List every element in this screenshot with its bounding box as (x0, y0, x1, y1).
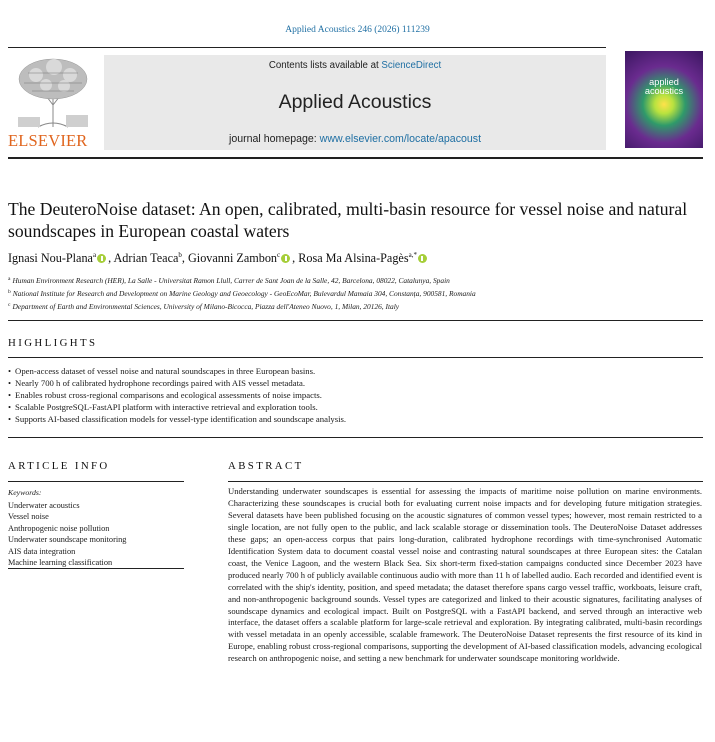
author-name: Rosa Ma Alsina-Pagès (298, 251, 409, 265)
section-rule (8, 357, 703, 358)
section-rule (8, 568, 184, 569)
highlight-item: • Supports AI-based classification models for vessel-type identification and soundscape analysis. (8, 413, 346, 425)
elsevier-tree-icon (8, 55, 98, 129)
cover-title-line-2: acoustics (644, 85, 684, 96)
keyword: Underwater soundscape monitoring (8, 535, 127, 545)
author-separator: , (181, 251, 188, 265)
elsevier-wordmark: ELSEVIER (8, 131, 88, 150)
highlights-heading: HIGHLIGHTS (8, 337, 98, 349)
highlight-item: • Enables robust cross-regional comparisons and ecological assessments of noise impacts. (8, 389, 346, 401)
highlight-item: • Nearly 700 h of calibrated hydrophone recordings paired with AIS vessel metadata. (8, 377, 346, 389)
contents-prefix: Contents lists available at (268, 60, 382, 71)
affiliation-mark: b (8, 288, 11, 295)
section-rule (228, 481, 703, 482)
author[interactable] (114, 251, 182, 265)
sciencedirect-link[interactable]: ScienceDirect (381, 60, 442, 71)
keyword: Underwater acoustics (8, 501, 80, 510)
orcid-icon[interactable] (281, 254, 290, 263)
article-title: The DeuteroNoise dataset: An open, calibrated, multi-basin resource for vessel noise and natural soundscapes in European coastal waters (8, 199, 688, 241)
journal-header-box (104, 55, 606, 150)
author-separator: , (292, 251, 299, 265)
journal-cover-image[interactable] (625, 51, 703, 148)
affiliations (8, 274, 703, 312)
author-name: Giovanni Zambon (188, 251, 278, 265)
publisher-logo[interactable] (8, 55, 100, 150)
keywords-list (8, 500, 126, 568)
cover-title-line-1: applied (649, 77, 679, 87)
affiliation-text: Human Environment Research (HER), La Salle - Universitat Ramon Llull, Carrer de Sant Joan de la Salle, 42, Barcelona, 08022, Catalunya, Spain (12, 276, 450, 285)
author-affiliation-mark: c (277, 251, 281, 259)
author-separator: , (108, 251, 114, 265)
affiliation-item (8, 287, 703, 300)
highlights-list (8, 365, 346, 425)
affiliation-mark: a (8, 276, 11, 282)
author-name: Ignasi Nou-Plana (8, 251, 93, 265)
abstract-heading: ABSTRACT (228, 460, 304, 472)
affiliation-item (8, 274, 703, 287)
section-rule (8, 320, 703, 321)
highlight-item: • Open-access dataset of vessel noise and natural soundscapes in three European basins. (8, 365, 346, 377)
journal-title: Applied Acoustics (278, 91, 432, 113)
keyword: Anthropogenic noise pollution (8, 523, 110, 533)
author-list (8, 251, 429, 266)
orcid-icon[interactable] (418, 254, 427, 263)
contents-line (104, 60, 606, 71)
author[interactable] (188, 251, 292, 265)
homepage-prefix: journal homepage: (228, 133, 320, 145)
section-rule (8, 481, 184, 482)
header-bottom-rule (8, 157, 703, 159)
journal-reference-link[interactable]: Applied Acoustics 246 (2026) 111239 (285, 25, 430, 35)
journal-homepage-line (104, 133, 606, 145)
affiliation-mark: c (8, 301, 11, 308)
section-rule (8, 437, 703, 438)
keyword: AIS data integration (8, 546, 76, 556)
keyword: Machine learning classification (8, 558, 113, 568)
header-top-rule (8, 47, 606, 48)
cover-title (625, 78, 703, 95)
affiliation-text: Department of Earth and Environmental Sciences, University of Milano-Bicocca, Piazza dell'Ateneo Nuovo, 1, Milan, 20126, Italy (12, 301, 400, 311)
keyword: Vessel noise (8, 512, 49, 522)
affiliation-text: National Institute for Research and Development on Marine Geology and Geoecology - GeoEcoMar, Bulevardul Mamaia 304, Constanța, 900581, Romania (12, 288, 476, 298)
highlight-item: • Scalable PostgreSQL-FastAPI platform with interactive retrieval and exploration tools. (8, 401, 346, 413)
homepage-link[interactable]: www.elsevier.com/locate/apacoust (319, 133, 482, 145)
orcid-icon[interactable] (97, 254, 106, 263)
author[interactable] (298, 251, 429, 265)
article-info-heading: ARTICLE INFO (8, 460, 110, 472)
affiliation-item (8, 300, 703, 313)
author-name: Adrian Teaca (113, 251, 179, 265)
author-affiliation-mark: b (178, 251, 182, 259)
author-affiliation-mark: a (92, 251, 97, 259)
keywords-label: Keywords: (8, 488, 42, 497)
author[interactable] (8, 251, 108, 265)
author-affiliation-mark: a,* (408, 251, 417, 259)
abstract-text: Understanding underwater soundscapes is essential for assessing the impacts of maritime noise pollution on marine environments. Characterizing these soundscapes is crucial both for evaluating current noise impacts and for developing future mitigation strategies. Several datasets have been published focusing on the acoustic signatures of common vessel types; however, most remain restricted to a single location, are not fully open to the public, and lack scalable storage or dissemination tools. The DeuteroNoise Dataset addresses these gaps; an open-access corpus that pairs long-duration, calibrated hydrophone recordings with time-synchronised Automatic Identification System data to document coastal vessel noise and contrasting natural soundscapes at three European sites: the Catalan coast, the Venice Lagoon, and the western Black Sea. Six short-term fixed-station campaigns conducted since December 2023 have produced nearly 700 h of publicly available continuous audio with more than 11 h of labelled audio. Each recorded and identified event is correlated with the ship's identity, position, and speed metadata; the dataset therefore spans cargo vessel traffic, workboats, leisure craft, and non-anthropogenic background sounds. Vessel types are categorized and linked to their acoustic signatures, facilitating analyses of soundscape dynamics and ecological impact. Built on PostgreSQL with a FastAPI backend, and served through an interactive web interface, the dataset offers a scalable platform for large-scale retrieval and exploration. By integrating calibrated, multi-basin recordings with vessel metadata in an openly accessible, scalable framework. The DeuteroNoise Dataset represents the first resource of its kind in Europe, enabling robust cross-regional comparisons, supporting the development of AI-based classification models, advancing ecological research on anthropogenic noise, and setting a new benchmark for underwater soundscape monitoring worldwide. (228, 486, 702, 664)
